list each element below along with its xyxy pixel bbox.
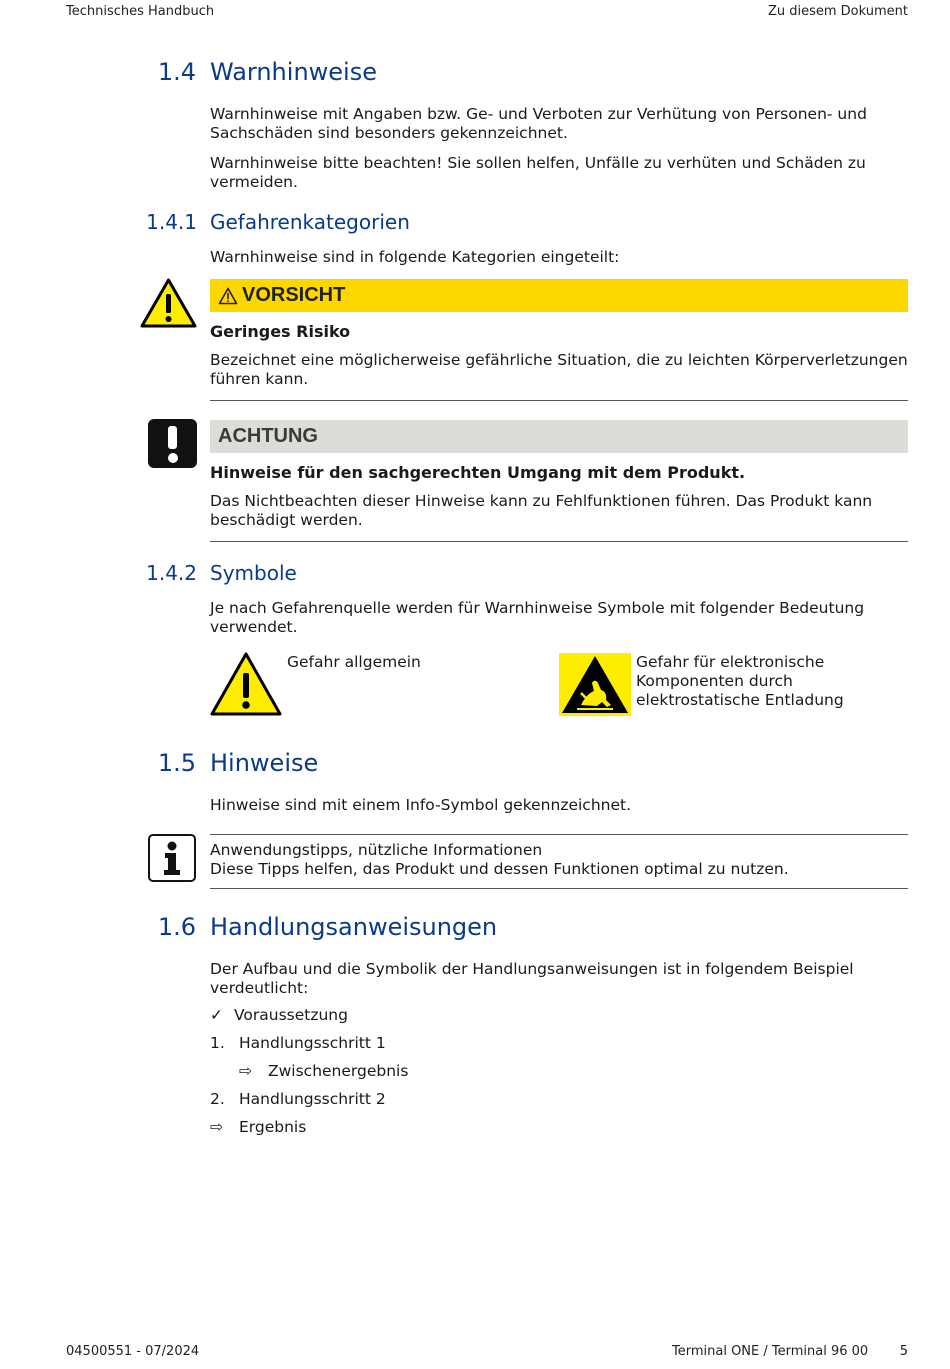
footer-doc-id: 04500551 - 07/2024 [66,1344,200,1359]
paragraph: Warnhinweise sind in folgende Kategorien eingeteilt: [210,248,620,266]
symbol-caption: Gefahr allgemein [287,653,421,671]
paragraph: Je nach Gefahrenquelle werden für Warnhinweise Symbole mit folgender Bedeutung verwendet. [210,599,865,636]
divider [210,888,908,889]
section-title: Warnhinweise [210,58,377,86]
list-item-text: Ergebnis [239,1118,307,1136]
esd-icon [559,653,631,716]
symbol-caption: Gefahr für elektronische Komponenten durch elektrostatische Entladung [636,653,844,709]
step-number: 2. [210,1090,225,1108]
list-item [210,1090,386,1109]
divider [210,834,908,835]
signal-word: ACHTUNG [218,425,318,447]
divider [210,400,908,401]
list-item [239,1062,408,1081]
subsection-number: 1.4.1 [146,210,197,234]
subsection-number: 1.4.2 [146,561,197,585]
paragraph: Warnhinweise mit Angaben bzw. Ge- und Verboten zur Verhütung von Personen- und Sachschäden sind besonders gekennzeichnet. [210,105,867,142]
arrow-right-icon: ⇨ [210,1118,223,1136]
warning-triangle-icon [140,278,197,328]
paragraph: Warnhinweise bitte beachten! Sie sollen helfen, Unfälle zu verhüten und Schäden zu vermeiden. [210,154,866,191]
list-item-text: Handlungsschritt 1 [239,1034,386,1052]
subsection-title: Gefahrenkategorien [210,210,410,234]
warning-triangle-icon [218,287,238,305]
running-header-left: Technisches Handbuch [66,4,215,19]
warning-triangle-icon [210,652,282,716]
vorsicht-bar [210,279,908,312]
paragraph: Bezeichnet eine möglicherweise gefährliche Situation, die zu leichten Körperverletzungen führen kann. [210,351,908,388]
section-number: 1.6 [157,913,196,941]
paragraph: Der Aufbau und die Symbolik der Handlungsanweisungen ist in folgendem Beispiel verdeutlicht: [210,960,854,997]
exclamation-icon [148,419,197,468]
divider [210,541,908,542]
arrow-right-icon: ⇨ [239,1062,252,1080]
section-title: Handlungsanweisungen [210,913,498,941]
risk-subtitle: Geringes Risiko [210,322,351,341]
paragraph: Hinweise sind mit einem Info-Symbol gekennzeichnet. [210,796,632,814]
info-icon [148,834,196,882]
section-number: 1.4 [157,58,196,86]
list-item [210,1118,306,1137]
info-text: Anwendungstipps, nützliche Informationen Diese Tipps helfen, das Produkt und dessen Funktionen optimal zu nutzen. [210,841,789,878]
list-item [210,1006,348,1025]
list-item-text: Handlungsschritt 2 [239,1090,386,1108]
page-number: 5 [899,1344,908,1359]
signal-word: VORSICHT [242,284,346,306]
running-header-right: Zu diesem Dokument [767,4,908,19]
check-icon: ✓ [210,1006,223,1024]
paragraph: Das Nichtbeachten dieser Hinweise kann zu Fehlfunktionen führen. Das Produkt kann beschädigt werden. [210,492,873,529]
section-title: Hinweise [210,749,319,777]
list-item-text: Zwischenergebnis [268,1062,409,1080]
footer-product: Terminal ONE / Terminal 96 00 [672,1344,869,1359]
notice-subtitle: Hinweise für den sachgerechten Umgang mit dem Produkt. [210,463,746,482]
section-number: 1.5 [157,749,196,777]
step-number: 1. [210,1034,225,1052]
achtung-bar [210,420,908,453]
subsection-title: Symbole [210,561,297,585]
list-item [210,1034,386,1053]
list-item-text: Voraussetzung [234,1006,348,1024]
